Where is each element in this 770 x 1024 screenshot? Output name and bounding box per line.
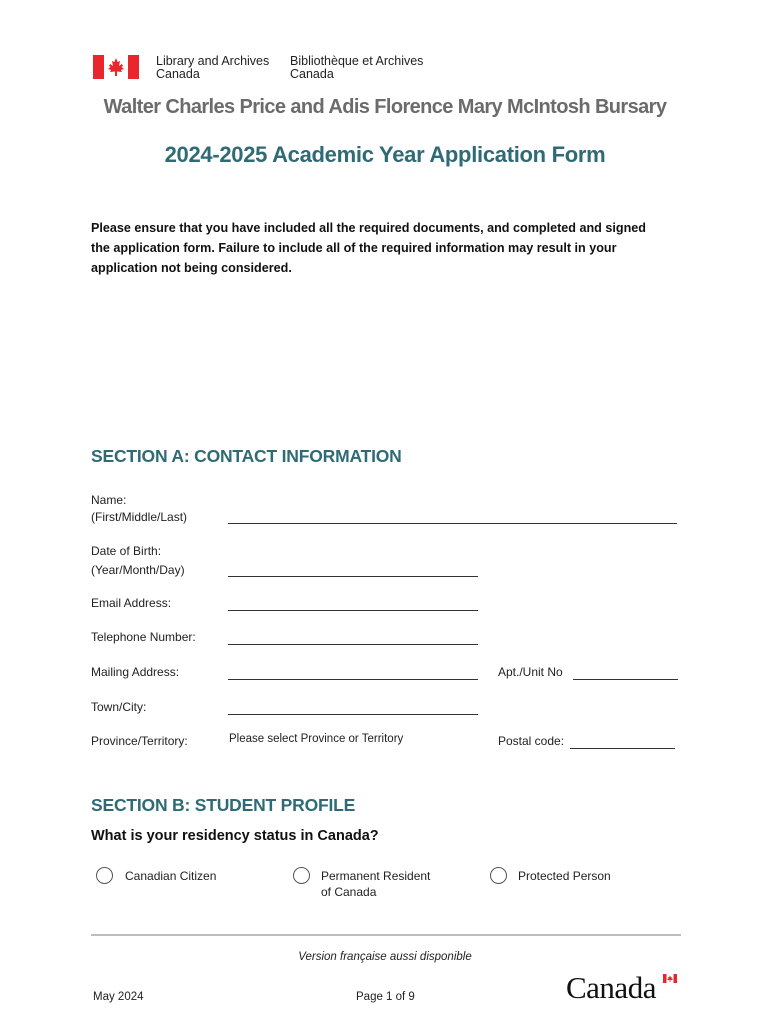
postal-code-label: Postal code:	[498, 734, 565, 748]
name-label: Name:	[91, 493, 127, 507]
wordmark-flag-icon	[663, 974, 677, 983]
option-permanent-resident-label	[321, 868, 430, 900]
bursary-title: Walter Charles Price and Adis Florence Mary McIntosh Bursary	[103, 96, 667, 118]
residency-question: What is your residency status in Canada?	[91, 828, 379, 844]
postal-code-field[interactable]	[570, 748, 675, 749]
org-fr-line2: Canada	[290, 67, 334, 81]
mailing-address-field[interactable]	[228, 679, 478, 680]
page-number: Page 1 of 9	[356, 991, 415, 1003]
org-name-english	[156, 55, 269, 81]
french-version-note: Version française aussi disponible	[298, 951, 472, 963]
canada-flag-icon	[93, 55, 139, 79]
province-label: Province/Territory:	[91, 734, 188, 748]
option-permanent-resident-line1: Permanent Resident	[321, 869, 431, 883]
town-label: Town/City:	[91, 700, 147, 714]
dob-sublabel: (Year/Month/Day)	[91, 563, 185, 577]
option-canadian-citizen-label: Canadian Citizen	[125, 869, 217, 883]
footer-date: May 2024	[93, 991, 144, 1003]
form-title: 2024-2025 Academic Year Application Form	[164, 142, 606, 167]
section-a-heading: SECTION A: CONTACT INFORMATION	[91, 446, 402, 466]
phone-field[interactable]	[228, 644, 478, 645]
radio-permanent-resident[interactable]	[293, 867, 310, 884]
footer-divider	[91, 934, 681, 936]
apt-label: Apt./Unit No	[498, 665, 563, 679]
dob-label: Date of Birth:	[91, 544, 162, 558]
canada-wordmark-text: Canada	[566, 970, 656, 1005]
option-protected-person-label: Protected Person	[518, 869, 611, 883]
province-select-value: Please select Province or Territory	[229, 733, 404, 745]
apt-field[interactable]	[573, 679, 678, 680]
org-fr-line1: Bibliothèque et Archives	[290, 54, 424, 68]
org-en-line1: Library and Archives	[156, 54, 270, 68]
phone-label: Telephone Number:	[91, 630, 196, 644]
mailing-address-label: Mailing Address:	[91, 665, 180, 679]
province-select[interactable]	[229, 733, 477, 749]
name-field[interactable]	[228, 523, 677, 524]
org-name-french	[290, 55, 423, 81]
town-field[interactable]	[228, 714, 478, 715]
radio-protected-person[interactable]	[490, 867, 507, 884]
dob-field[interactable]	[228, 576, 478, 577]
email-label: Email Address:	[91, 596, 172, 610]
canada-wordmark	[566, 970, 681, 1006]
intro-paragraph: Please ensure that you have included all the required documents, and completed and signed the application form. Failure to include all of the required information may result in your application not being considered.	[91, 221, 646, 275]
org-en-line2: Canada	[156, 67, 200, 81]
section-b-heading: SECTION B: STUDENT PROFILE	[91, 795, 356, 815]
radio-canadian-citizen[interactable]	[96, 867, 113, 884]
email-field[interactable]	[228, 610, 478, 611]
option-permanent-resident-line2: of Canada	[321, 885, 377, 899]
name-sublabel: (First/Middle/Last)	[91, 510, 188, 524]
